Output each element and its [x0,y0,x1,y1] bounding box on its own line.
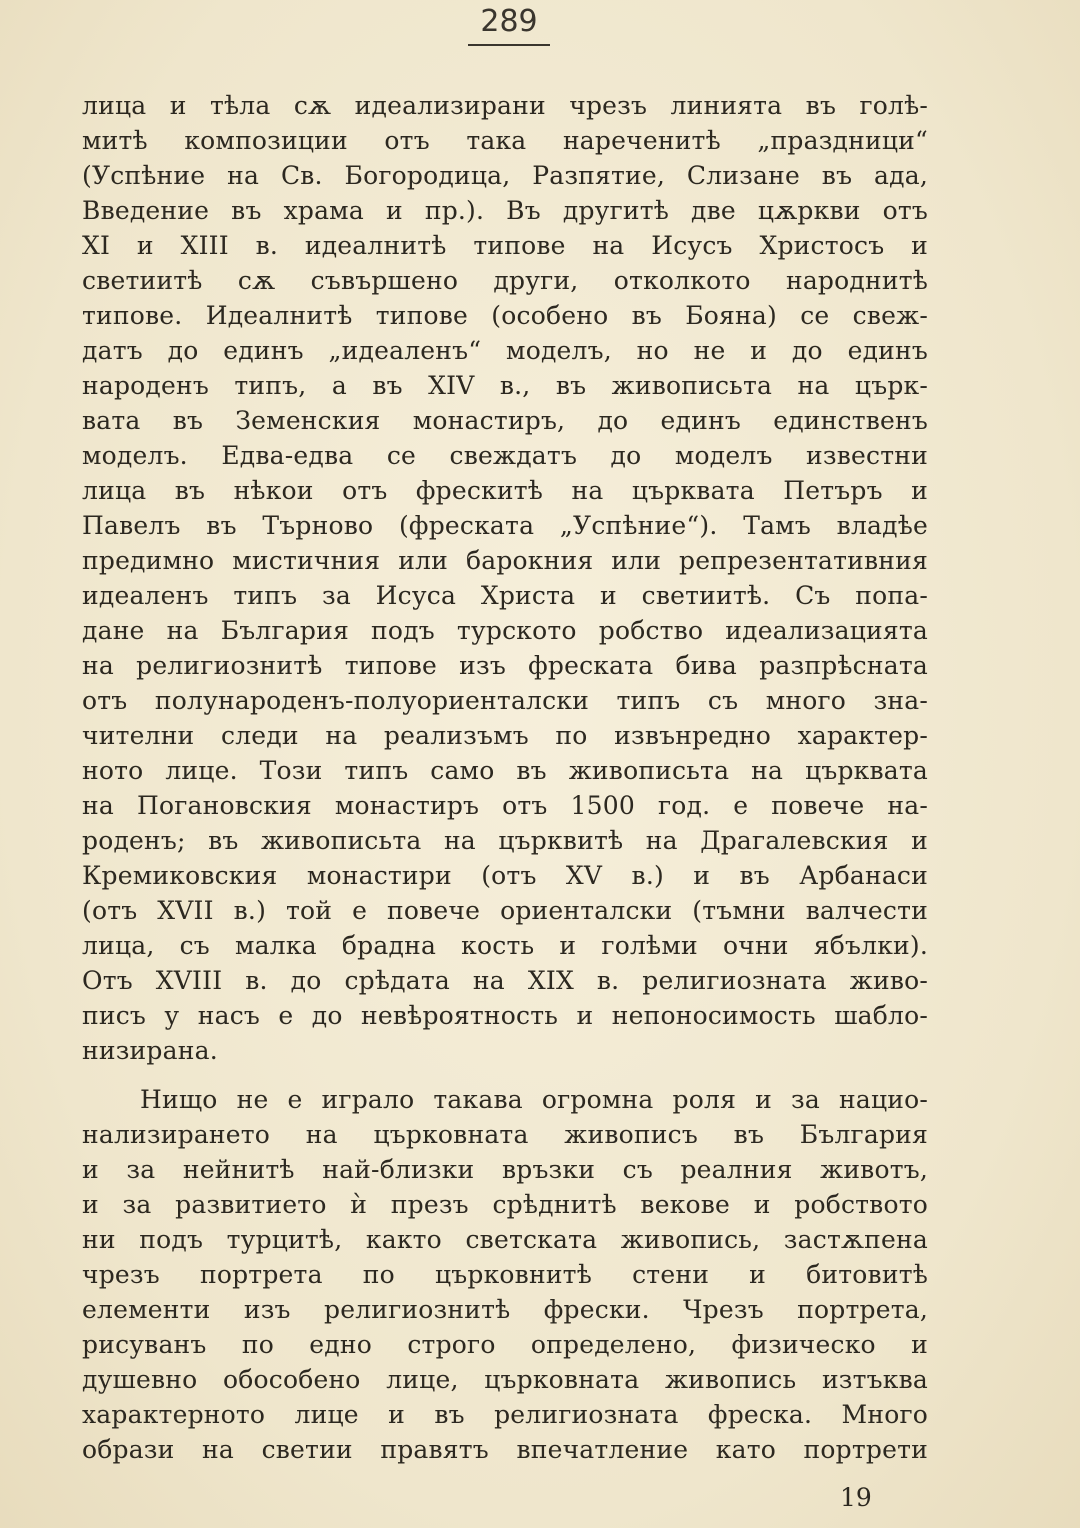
text-line: лица и тѣла сѫ идеализирани чрезъ линията въ голѣ- [82,91,928,120]
text-line: отъ полународенъ-полуориенталски типъ съ много зна- [82,686,928,715]
text-line: и за нейнитѣ най-близки връзки съ реалния животъ, [82,1155,928,1184]
text-line: образи на светии правятъ впечатление като портрети [82,1435,928,1464]
text-line: митѣ композиции отъ така нареченитѣ „праздници“ [82,126,928,155]
text-line: идеаленъ типъ за Исуса Христа и светиитѣ. Съ попа- [82,581,928,610]
text-line: вата въ Земенския монастиръ, до единъ единственъ [82,406,928,435]
text-line: дане на България подъ турското робство идеализацията [82,616,928,645]
paragraph-spacer [82,1068,928,1082]
text-line: рисуванъ по едно строго определено, физическо и [82,1330,928,1359]
text-line: народенъ типъ, а въ XIV в., въ живописьта на църк- [82,371,928,400]
text-line: Введение въ храма и пр.). Въ другитѣ две цѫркви отъ [82,196,928,225]
text-line: (отъ XVII в.) той е повече ориенталски (тъмни валчести [82,896,928,925]
body-text [82,88,928,1467]
paragraph-1 [82,88,928,1068]
text-line: низирана. [82,1036,218,1065]
text-line: душевно обособено лице, църковната живопись изтъква [82,1365,928,1394]
text-line: на Погановския монастиръ отъ 1500 год. е повече на- [82,791,928,820]
text-line: на религиознитѣ типове изъ фреската бива разпрѣсната [82,651,928,680]
text-line: писъ у насъ е до невѣроятность и непоносимость шабло- [82,1001,928,1030]
text-line: елементи изъ религиознитѣ фрески. Чрезъ портрета, [82,1295,928,1324]
text-line: лица въ нѣкои отъ фрескитѣ на църквата Петъръ и [82,476,928,505]
text-line: роденъ; въ живописьта на църквитѣ на Драгалевския и [82,826,928,855]
page-number-underline [468,44,550,46]
text-line: XI и XIII в. идеалнитѣ типове на Исусъ Христосъ и [82,231,928,260]
text-line: Отъ XVIII в. до срѣдата на XIX в. религиозната живо- [82,966,928,995]
text-line: предимно мистичния или барокния или репрезентативния [82,546,928,575]
text-line: нализирането на църковната живописъ въ България [82,1120,928,1149]
text-line: светиитѣ сѫ съвършено други, отколкото народнитѣ [82,266,928,295]
text-line: лица, съ малка брадна кость и голѣми очни ябълки). [82,931,928,960]
text-line: Кремиковския монастири (отъ XV в.) и въ Арбанаси [82,861,928,890]
page-number: 289 [480,4,538,39]
printer-signature-mark: 19 [840,1483,872,1512]
text-line: ното лице. Този типъ само въ живописьта на църквата [82,756,928,785]
text-line: и за развитието ѝ презъ срѣднитѣ векове и робството [82,1190,928,1219]
text-line: (Успѣние на Св. Богородица, Разпятие, Слизане въ ада, [82,161,928,190]
text-line: ни подъ турцитѣ, както светската живопись, застѫпена [82,1225,928,1254]
text-line: Павелъ въ Търново (фреската „Успѣние“). Тамъ владѣе [82,511,928,540]
paragraph-2 [82,1082,928,1467]
text-line: типове. Идеалнитѣ типове (особено въ Бояна) се свеж- [82,301,928,330]
text-line: характерното лице и въ религиозната фреска. Много [82,1400,928,1429]
text-line: датъ до единъ „идеаленъ“ моделъ, но не и до единъ [82,336,928,365]
text-line: Нищо не е играло такава огромна роля и за нацио- [140,1085,928,1114]
text-line: чителни следи на реализъмъ по извънредно характер- [82,721,928,750]
text-line: чрезъ портрета по църковнитѣ стени и битовитѣ [82,1260,928,1289]
text-line: моделъ. Едва-едва се свеждатъ до моделъ известни [82,441,928,470]
